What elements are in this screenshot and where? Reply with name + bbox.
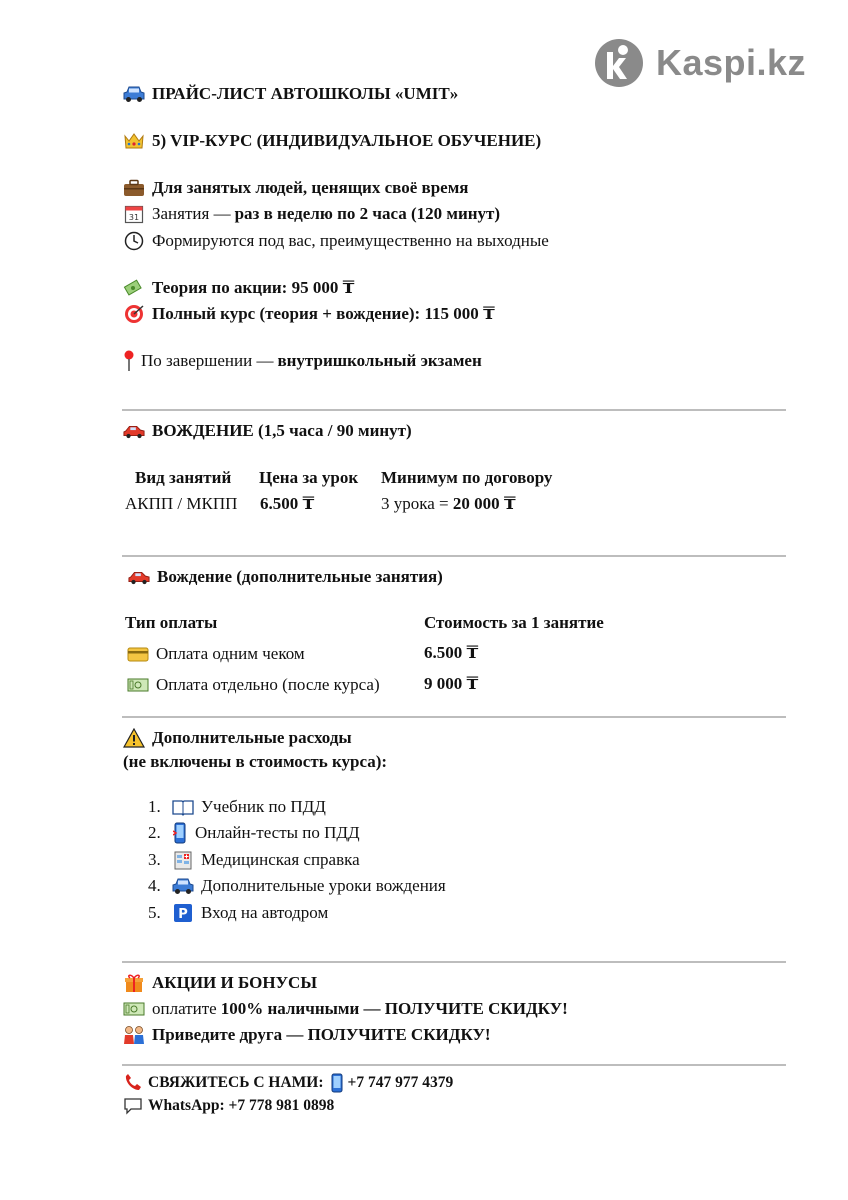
driving-row-type: АКПП / МКПП: [125, 494, 238, 513]
extra-row-2-price: 9 000 ₸: [424, 674, 479, 693]
divider: [122, 961, 786, 963]
divider: [122, 716, 786, 718]
friend-promo: Приведите друга — ПОЛУЧИТЕ СКИДКУ!: [152, 1025, 491, 1044]
kaspi-logo: [594, 38, 806, 88]
extra-header-type: Тип оплаты: [125, 613, 218, 632]
gift-icon: [123, 973, 145, 993]
cash-promo-line: [123, 999, 568, 1019]
theory-price: Теория по акции: 95 000 ₸: [152, 278, 355, 297]
course-title: 5) VIP-КУРС (ИНДИВИДУАЛЬНОЕ ОБУЧЕНИЕ): [152, 131, 542, 150]
svg-text:P: P: [178, 907, 188, 922]
divider: [122, 555, 786, 557]
list-item: [148, 797, 326, 817]
driving-header-price: Цена за урок: [259, 468, 359, 487]
pushpin-icon: [123, 351, 135, 371]
warning-icon: [123, 728, 145, 748]
crown-icon: [123, 131, 145, 151]
cash-promo-prefix: оплатите: [152, 999, 217, 1018]
list-item: [148, 823, 360, 843]
list-item-label: Онлайн-тесты по ПДД: [195, 823, 360, 842]
list-item-number: 5.: [148, 903, 161, 922]
mobile-phone-icon: [330, 1073, 344, 1093]
list-item-number: 2.: [148, 823, 161, 842]
contact-whatsapp[interactable]: WhatsApp: +7 778 981 0898: [148, 1097, 335, 1114]
calendar-icon: [123, 204, 145, 224]
list-item: [148, 850, 360, 870]
list-item: [148, 903, 328, 923]
credit-card-icon: [127, 644, 149, 664]
extra-header-price: Стоимость за 1 занятие: [424, 613, 604, 632]
schedule-bold: раз в неделю по 2 часа (120 минут): [234, 204, 501, 223]
parking-icon: [172, 903, 194, 923]
list-item-label: Вход на автодром: [201, 903, 329, 922]
svg-text:31: 31: [128, 213, 140, 222]
driving-title: ВОЖДЕНИЕ (1,5 часа / 90 минут): [152, 421, 412, 440]
divider: [122, 1064, 786, 1066]
target-icon: [123, 304, 145, 324]
kaspi-logo-text: Kaspi.kz: [656, 42, 807, 83]
list-item-number: 3.: [148, 850, 161, 869]
exam-bold: внутришкольный экзамен: [277, 351, 482, 370]
car-icon: [172, 876, 194, 896]
hospital-icon: [172, 850, 194, 870]
exam-prefix: По завершении —: [141, 351, 274, 370]
promos-title-line: [123, 973, 317, 993]
banknote-icon: [127, 675, 149, 695]
extra-row-1-label: Оплата одним чеком: [156, 644, 305, 663]
speech-bubble-icon: [123, 1096, 143, 1116]
list-item-number: 4.: [148, 876, 161, 895]
formed-text: Формируются под вас, преимущественно на выходные: [152, 231, 549, 250]
kaspi-logo-icon: [594, 38, 644, 88]
theory-price-line: [123, 278, 354, 298]
money-with-wings-icon: [123, 278, 145, 298]
whatsapp-line: [123, 1096, 334, 1116]
audience-text: Для занятых людей, ценящих своё время: [152, 178, 469, 197]
schedule-prefix: Занятия —: [152, 204, 231, 223]
driving-row-price: 6.500 ₸: [260, 494, 315, 513]
extra-row-1: [127, 644, 305, 664]
telephone-icon: [123, 1073, 143, 1093]
contact-phone[interactable]: +7 747 977 4379: [347, 1074, 454, 1091]
contacts-label: СВЯЖИТЕСЬ С НАМИ:: [148, 1074, 324, 1091]
full-price: Полный курс (теория + вождение): 115 000 ₸: [152, 304, 495, 323]
friend-promo-line: [123, 1025, 491, 1045]
formed-line: [123, 231, 549, 251]
full-price-line: [123, 304, 495, 324]
driving-header-type: Вид занятий: [135, 468, 232, 487]
banknote-icon: [123, 999, 145, 1019]
promos-title: АКЦИИ И БОНУСЫ: [152, 973, 318, 992]
mobile-phone-icon: [172, 823, 188, 843]
additional-title-line: [123, 728, 352, 748]
briefcase-icon: [123, 178, 145, 198]
list-item-label: Медицинская справка: [201, 850, 360, 869]
driving-minimum-value: 20 000 ₸: [452, 494, 516, 513]
exam-line: [123, 351, 482, 371]
book-icon: [172, 797, 194, 817]
list-item: [148, 876, 446, 896]
driving-minimum-prefix: 3 урока =: [381, 494, 453, 513]
additional-subtitle: (не включены в стоимость курса):: [123, 752, 388, 771]
additional-title: Дополнительные расходы: [152, 728, 352, 747]
driving-header-minimum: Минимум по договору: [381, 468, 553, 487]
people-icon: [123, 1025, 145, 1045]
extra-driving-title-line: [128, 567, 443, 587]
schedule-line: [123, 204, 500, 224]
divider: [122, 409, 786, 411]
extra-row-2-label: Оплата отдельно (после курса): [156, 675, 380, 694]
red-car-icon: [123, 421, 145, 441]
contacts-line: [123, 1073, 453, 1093]
red-car-icon: [128, 567, 150, 587]
audience-line: [123, 178, 468, 198]
cash-promo-bold: 100% наличными — ПОЛУЧИТЕ СКИДКУ!: [220, 999, 568, 1018]
list-item-label: Дополнительные уроки вождения: [201, 876, 446, 895]
car-icon: [123, 84, 145, 104]
title-line: [123, 84, 458, 104]
extra-row-1-price: 6.500 ₸: [424, 643, 479, 662]
driving-row-minimum: [381, 494, 516, 514]
driving-title-line: [123, 421, 412, 441]
clock-icon: [123, 231, 145, 251]
page-title: ПРАЙС-ЛИСТ АВТОШКОЛЫ «UMIT»: [152, 84, 459, 103]
extra-row-2: [127, 675, 380, 695]
list-item-label: Учебник по ПДД: [201, 797, 326, 816]
course-line: [123, 131, 541, 151]
extra-driving-title: Вождение (дополнительные занятия): [157, 567, 443, 586]
list-item-number: 1.: [148, 797, 161, 816]
